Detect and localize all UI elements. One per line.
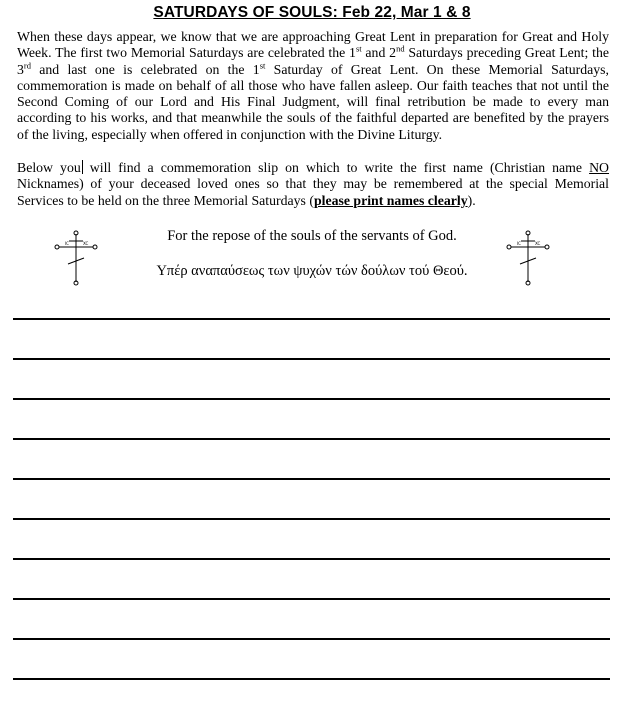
name-entry-line[interactable] — [13, 638, 610, 640]
name-entry-line[interactable] — [13, 478, 610, 480]
instructions-paragraph: Below you will find a commemoration slip on which to write the first name (Christian name NO Nicknames) of your deceased loved ones so that they may be remembered at the special Memorial Services to be held on the three Memorial Saturdays (please print names clearly). — [17, 160, 610, 208]
repose-english: For the repose of the souls of the servants of God. — [167, 228, 457, 244]
name-entry-line[interactable] — [13, 598, 610, 600]
name-entry-line[interactable] — [13, 438, 610, 440]
name-entry-line[interactable] — [13, 518, 610, 520]
cross-label-xc: XC — [535, 241, 541, 246]
no-emphasis: NO — [589, 160, 610, 175]
name-entry-line[interactable] — [13, 318, 610, 320]
name-entry-line[interactable] — [13, 678, 610, 680]
orthodox-cross-right-icon — [502, 230, 554, 286]
name-entry-line[interactable] — [13, 358, 610, 360]
name-entry-line[interactable] — [13, 398, 610, 400]
repose-greek: Υπέρ αναπαύσεως των ψυχών τών δούλων τού Θεού. — [156, 263, 468, 279]
page-title: SATURDAYS OF SOULS: Feb 22, Mar 1 & 8 — [153, 4, 471, 21]
name-lines — [13, 318, 610, 718]
intro-paragraph: When these days appear, we know that we are approaching Great Lent in preparation for Great and Holy Week. The first two Memorial Saturdays are celebrated the 1st and 2nd Saturdays preceding Great Lent; the 3rd and last one is celebrated on the 1st Saturday of Great Lent. On these Memorial Saturdays, commemoration is made on behalf of all those who have fallen asleep. Our faith teaches that not until the Second Coming of our Lord and His Final Judgment, will final retribution be made to every man according to his works, and that meanwhile the souls of the faithful departed are benefited by the prayers of the living, especially when offered in conjunction with the Divine Liturgy. — [17, 29, 609, 142]
name-entry-line[interactable] — [13, 558, 610, 560]
cross-label-xc: XC — [83, 241, 89, 246]
print-clearly-emphasis: please print names clearly — [313, 192, 468, 208]
cross-label-ic: IC — [517, 241, 521, 246]
cross-label-ic: IC — [65, 241, 69, 246]
